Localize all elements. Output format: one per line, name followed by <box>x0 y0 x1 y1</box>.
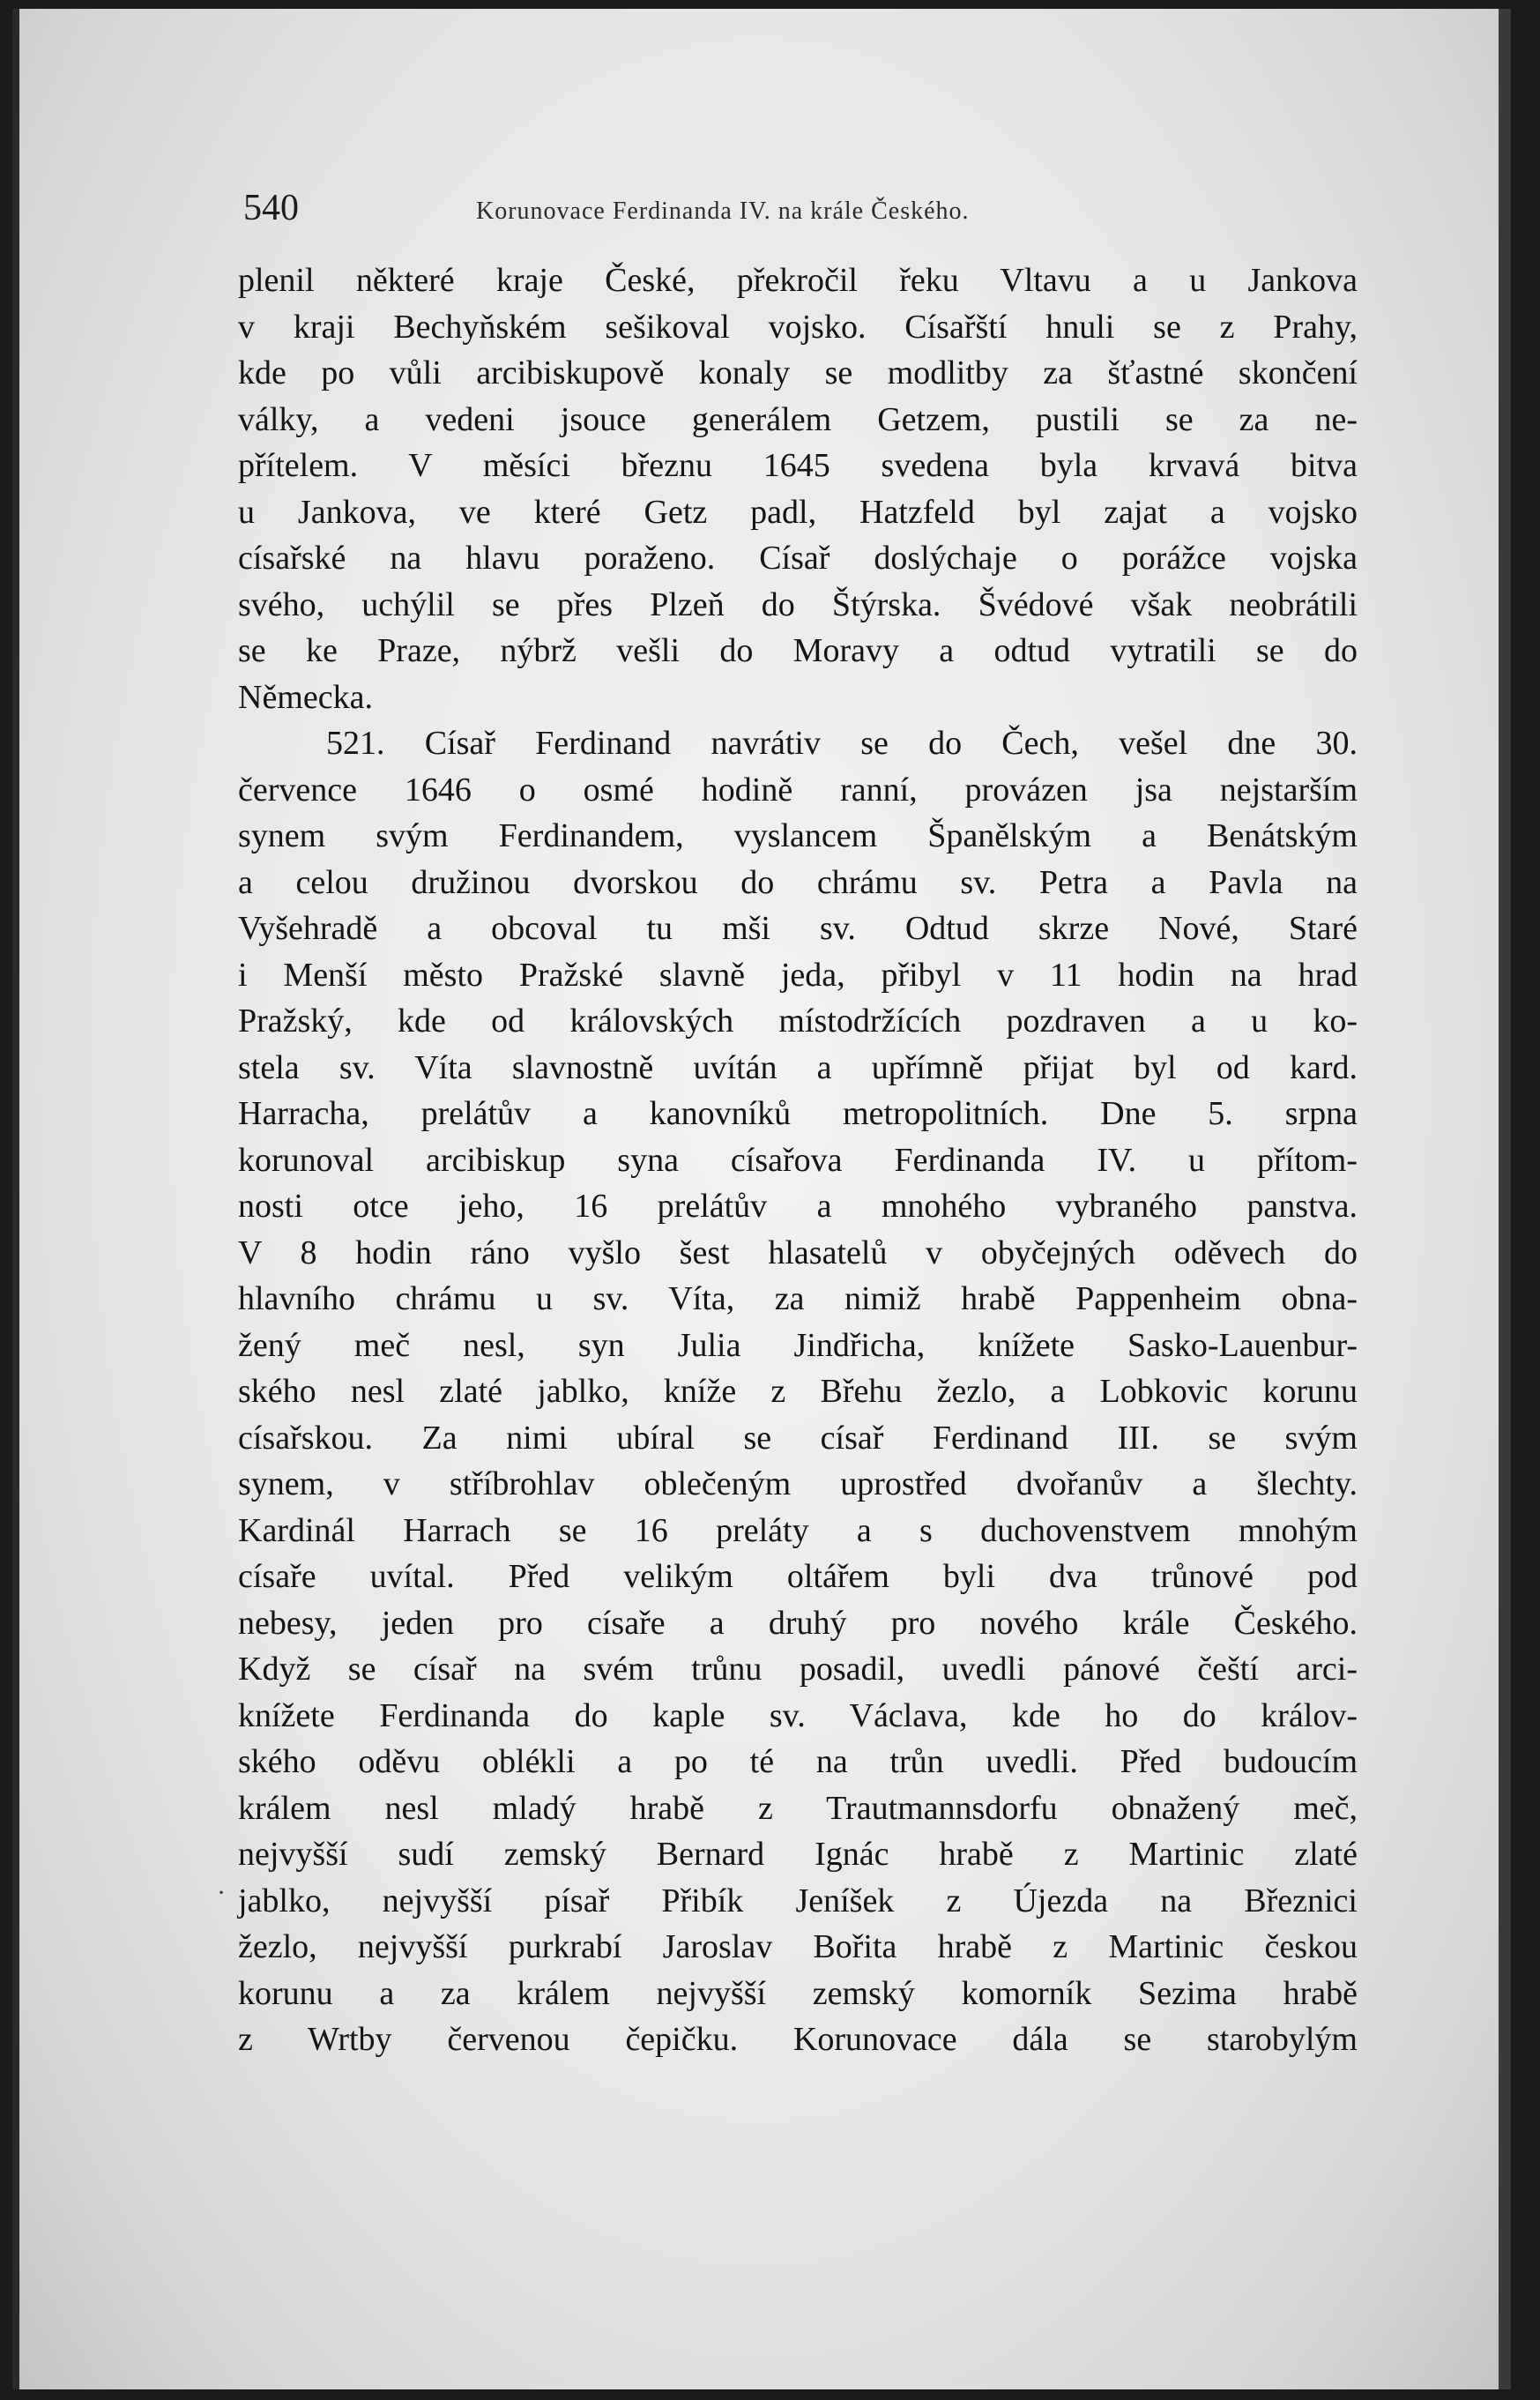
text-line: korunu a za králem nejvyšší zemský komorník Sezima hrabě <box>238 1974 1358 2012</box>
text-line: hlavního chrámu u sv. Víta, za nimiž hrabě Pappenheim obna- <box>238 1280 1358 1317</box>
text-line: července 1646 o osmé hodině ranní, provázen jsa nejstarším <box>238 771 1358 809</box>
text-line: a celou družinou dvorskou do chrámu sv. Petra a Pavla na <box>238 863 1358 901</box>
text-line: války, a vedeni jsouce generálem Getzem, pustili se za ne- <box>238 400 1358 438</box>
text-line: Vyšehradě a obcoval tu mši sv. Odtud skrze Nové, Staré <box>238 910 1358 947</box>
text-line: Německa. <box>238 678 373 716</box>
text-line: Harracha, prelátův a kanovníků metropolitních. Dne 5. srpna <box>238 1095 1358 1132</box>
text-line: nebesy, jeden pro císaře a druhý pro nového krále Českého. <box>238 1604 1358 1642</box>
text-line: se ke Praze, nýbrž vešli do Moravy a odtud vytratili se do <box>238 632 1358 669</box>
text-line: i Menší město Pražské slavně jeda, přibyl v 11 hodin na hrad <box>238 956 1358 994</box>
running-title: Korunovace Ferdinanda IV. na krále Českého. <box>476 198 970 225</box>
text-line: synem, v stříbrohlav oblečeným uprostřed dvořanův a šlechty. <box>238 1465 1358 1502</box>
text-line: korunoval arcibiskup syna císařova Ferdinanda IV. u přítom- <box>238 1141 1358 1179</box>
text-line: plenil některé kraje České, překročil řeku Vltavu a u Jankova <box>238 262 1358 299</box>
text-line: Kardinál Harrach se 16 preláty a s duchovenstvem mnohým <box>238 1511 1358 1549</box>
text-line: ského nesl zlaté jablko, kníže z Břehu žezlo, a Lobkovic korunu <box>238 1373 1358 1410</box>
text-line: kde po vůli arcibiskupově konaly se modlitby za šťastné skončení <box>238 354 1358 391</box>
text-line: z Wrtby červenou čepičku. Korunovace dála se starobylým <box>238 2021 1358 2058</box>
body-text <box>238 257 1358 2063</box>
text-line: knížete Ferdinanda do kaple sv. Václava, kde ho do králov- <box>238 1696 1358 1734</box>
text-line: jablko, nejvyšší písař Přibík Jeníšek z Újezda na Březnici <box>238 1882 1358 1919</box>
text-line: králem nesl mladý hrabě z Trautmannsdorfu obnažený meč, <box>238 1789 1358 1827</box>
text-line: stela sv. Víta slavnostně uvítán a upřímně přijat byl od kard. <box>238 1048 1358 1086</box>
text-line: žezlo, nejvyšší purkrabí Jaroslav Bořita hrabě z Martinic českou <box>238 1928 1358 1965</box>
text-line: nejvyšší sudí zemský Bernard Ignác hrabě z Martinic zlaté <box>238 1836 1358 1873</box>
text-line: Pražský, kde od královských místodržících pozdraven a u ko- <box>238 1002 1358 1040</box>
text-line: Když se císař na svém trůnu posadil, uvedli pánové čeští arci- <box>238 1651 1358 1688</box>
margin-mark: · <box>217 1878 226 1907</box>
text-line: synem svým Ferdinandem, vyslancem Španělským a Benátským <box>238 817 1358 854</box>
paragraph-start-line: 521. Císař Ferdinand navrátiv se do Čech, vešel dne 30. <box>326 725 1358 762</box>
text-line: žený meč nesl, syn Julia Jindřicha, knížete Sasko-Lauenbur- <box>238 1326 1358 1364</box>
page-header <box>243 183 1372 233</box>
text-line: císařské na hlavu poraženo. Císař doslýchaje o porážce vojska <box>238 540 1358 577</box>
text-line: ského oděvu oblékli a po té na trůn uvedli. Před budoucím <box>238 1743 1358 1780</box>
text-line: v kraji Bechyňském sešikoval vojsko. Císařští hnuli se z Prahy, <box>238 308 1358 346</box>
text-line: přítelem. V měsíci březnu 1645 svedena byla krvavá bitva <box>238 447 1358 484</box>
text-line: u Jankova, ve které Getz padl, Hatzfeld byl zajat a vojsko <box>238 493 1358 531</box>
text-line: svého, uchýlil se přes Plzeň do Štýrska. Švédové však neobrátili <box>238 585 1358 623</box>
text-line: císaře uvítal. Před velikým oltářem byli dva trůnové pod <box>238 1558 1358 1595</box>
text-line: nosti otce jeho, 16 prelátův a mnohého vybraného panstva. <box>238 1188 1358 1225</box>
text-line: V 8 hodin ráno vyšlo šest hlasatelů v obyčejných oděvech do <box>238 1234 1358 1271</box>
text-line: císařskou. Za nimi ubíral se císař Ferdinand III. se svým <box>238 1419 1358 1457</box>
page-number: 540 <box>243 188 299 228</box>
